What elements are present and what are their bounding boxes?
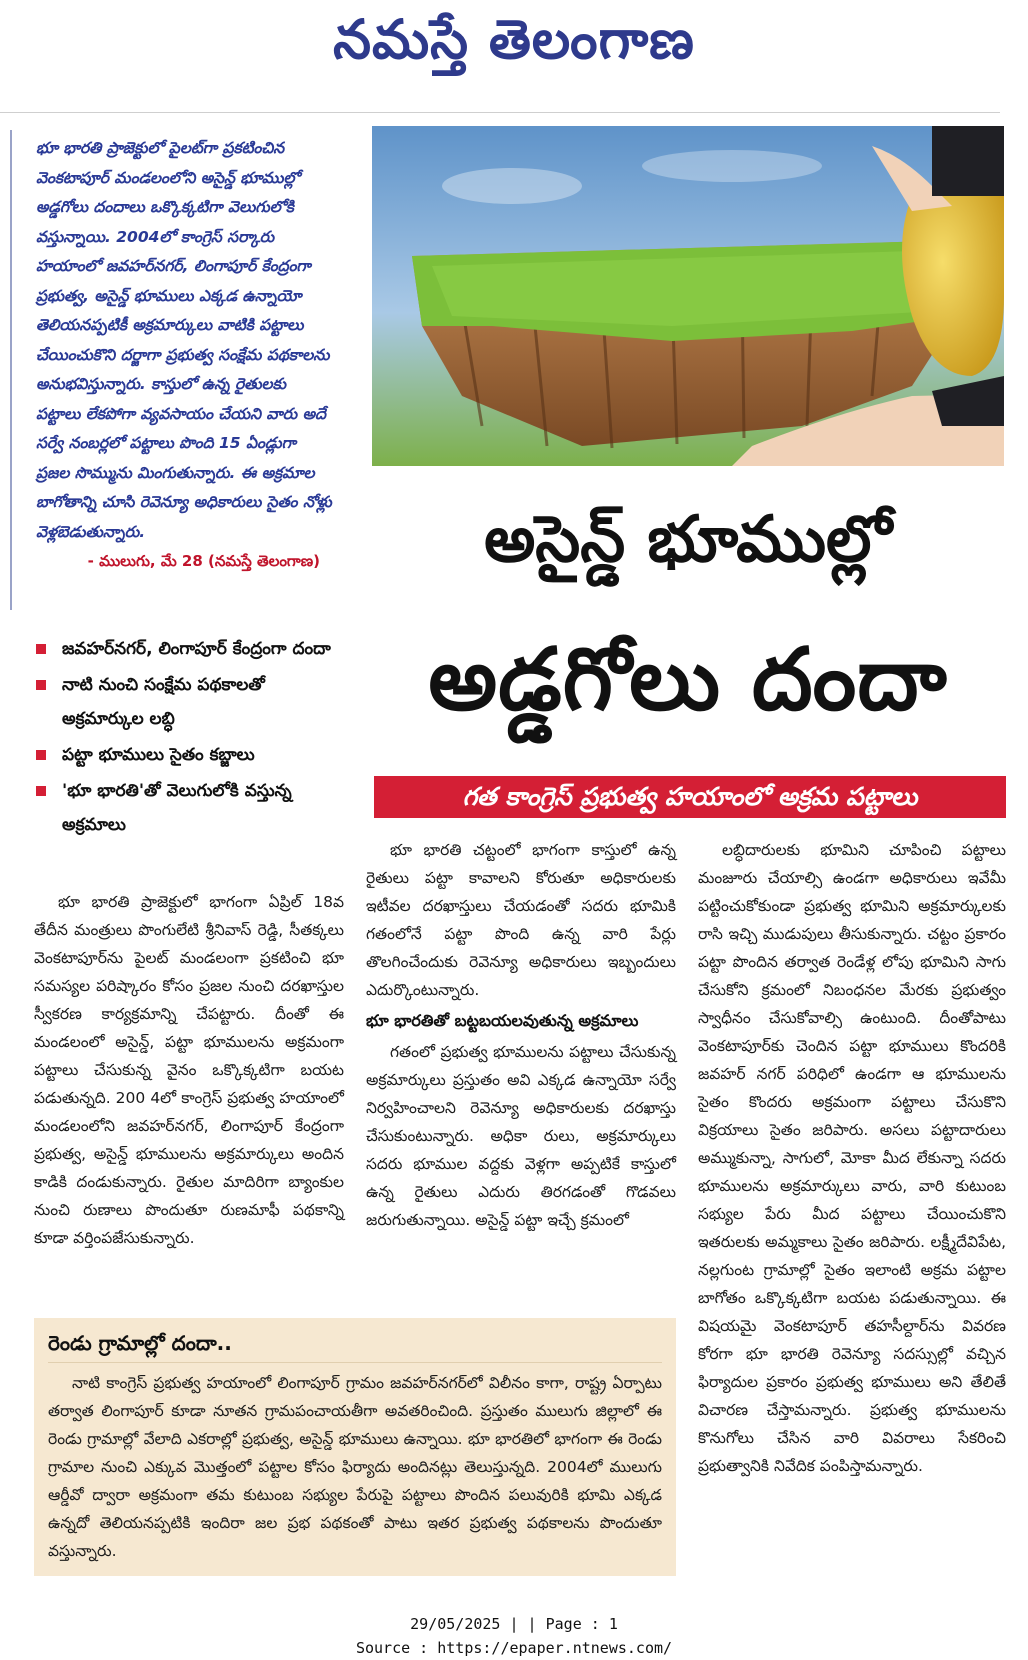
sidebar-box: [34, 1318, 676, 1576]
masthead-logo: నమస్తే తెలంగాణ: [333, 8, 695, 71]
column1-paragraph: భూ భారతి ప్రాజెక్టులో భాగంగా ఏప్రిల్ 18వ తేదీన మంత్రులు పొంగులేటి శ్రీనివాస్ రెడ్డి, సీతక్కలు వెంకటాపూర్‌ను పైలట్ మండలంగా ప్రకటించి భూ సమస్యల పరిష్కారం కోసం ప్రజల నుంచి దరఖాస్తుల స్వీకరణ కార్యక్రమాన్ని చేపట్టారు. దీంతో ఈ మండలంలో అసైన్డ్, పట్టా భూములను అక్రమంగా పట్టాలు చేసుకున్న వైనం ఒక్కొక్కటిగా బయట పడుతున్నది. 200 4లో కాంగ్రెస్ ప్రభుత్వ హయాంలో మండలంలోని జవహర్‌నగర్, లింగాపూర్ కేంద్రంగా ప్రభుత్వ, అసైన్డ్ భూములను అక్రమార్కులు అందిన కాడికి దండుకున్నారు. రైతుల మాదిరిగా బ్యాంకుల నుంచి రుణాలు పొందుతూ రుణమాఫీ పథకాన్ని కూడా వర్తింపజేసుకున్నారు.: [34, 893, 344, 1247]
sidebar-box-text: నాటి కాంగ్రెస్ ప్రభుత్వ హయాంలో లింగాపూర్ గ్రామం జవహర్‌నగర్‌లో విలీనం కాగా, రాష్ట్ర ఏర్పాటు తర్వాత లింగాపూర్ కూడా నూతన గ్రామపంచాయతీగా అవతరించింది. ప్రస్తుతం ములుగు జిల్లాలో ఈ రెండు గ్రామాల్లో వేలాది ఎకరాల్లో ప్రభుత్వ, అసైన్డ్ భూములు ఉన్నాయి. భూ భారతిలో భాగంగా ఈ రెండు గ్రామాల నుంచి ఎక్కువ మొత్తంలో పట్టాల కోసం ఫిర్యాదు అందినట్లు తెలుస్తున్నది. 2004లో ములుగు ఆర్డీవో ద్వారా అక్రమంగా తమ కుటుంబ సభ్యుల పేరుపై పట్టాలు పొందిన పలువురికి భూమి ఎక్కడ ఉన్నదో తెలియనప్పటికి ఇందిరా జల ప్రభ పథకంతో పాటు ఇతర ప్రభుత్వ పథకాలను పొందుతూ వస్తున్నారు.: [48, 1374, 662, 1560]
article-column-1: [34, 888, 344, 1252]
masthead-rule: [0, 112, 1000, 113]
headline-line1: అసైన్డ్ భూముల్లో: [484, 503, 892, 577]
intro-text: భూ భారతి ప్రాజెక్టులో పైలట్‌గా ప్రకటించిన వెంకటాపూర్ మండలంలోని అసైన్డ్ భూముల్లో అడ్డగోలు దందాలు ఒక్కొక్కటిగా వెలుగులోకి వస్తున్నాయి. 2004లో కాంగ్రెస్ సర్కారు హయాంలో జవహర్‌నగర్, లింగాపూర్ కేంద్రంగా ప్రభుత్వ, అసైన్డ్ భూములు ఎక్కడ ఉన్నాయో తెలియనప్పటికీ అక్రమార్కులు వాటికి పట్టాలు చేయించుకొని దర్జాగా ప్రభుత్వ సంక్షేమ పథకాలను అనుభవిస్తున్నారు. కాస్తులో ఉన్న రైతులకు పట్టాలు లేకపోగా వ్యవసాయం చేయని వారు అదే సర్వే నంబర్లలో పట్టాలు పొంది 15 ఏండ్లుగా ప్రజల సొమ్మును మింగుతున్నారు. ఈ అక్రమాల బాగోతాన్ని చూసి రెవెన్యూ అధికారులు సైతం నోళ్లు వెళ్లబెడుతున్నారు.: [36, 139, 332, 541]
bullet-square-icon: [36, 644, 46, 654]
column2-subheading: భూ భారతితో బట్టబయలవుతున్న అక్రమాలు: [366, 1011, 639, 1030]
highlight-item: నాటి నుంచి సంక్షేమ పథకాలతో అక్రమార్కుల లబ్ధి: [34, 668, 344, 736]
dateline: - ములుగు, మే 28 (నమస్తే తెలంగాణ): [87, 552, 320, 570]
column2-paragraph-1: భూ భారతి చట్టంలో భాగంగా కాస్తులో ఉన్న రైతులు పట్టా కావాలని కోరుతూ అధికారులకు ఇటీవల దరఖాస్తులు చేయడంతో సదరు భూమికి గతంలోనే పట్టా పొంది ఉన్న వారి పేర్లు తొలగించేందుకు రెవెన్యూ అధికారులు ఇబ్బందులు ఎదుర్కొంటున్నారు.: [366, 841, 676, 999]
article-column-3: [698, 836, 1006, 1480]
page-footer: [0, 1612, 1028, 1660]
hero-image: [372, 126, 1004, 466]
bullet-square-icon: [36, 750, 46, 760]
highlight-item: జవహర్‌నగర్, లింగాపూర్ కేంద్రంగా దందా: [34, 632, 344, 666]
column3-paragraph: లబ్ధిదారులకు భూమిని చూపించి పట్టాలు మంజూరు చేయాల్సి ఉండగా అధికారులు ఇవేమీ పట్టించుకోకుండా ప్రభుత్వ భూమిని అక్రమార్కులకు రాసి ఇచ్చి ముడుపులు తీసుకున్నారు. చట్టం ప్రకారం పట్టా పొందిన తర్వాత రెండేళ్ల లోపు భూమిని సాగు చేసుకోని క్రమంలో నిబంధనల మేరకు ప్రభుత్వం స్వాధీనం చేసుకోవాల్సి ఉంటుంది. దీంతోపాటు వెంకటాపూర్‌కు చెందిన పట్టా భూములు కొందరికి జవహర్ నగర్ పరిధిలో ఉండగా ఆ భూములను సైతం కొందరు అక్రమంగా పట్టాలు చేసుకొని విక్రయాలు సైతం జరిపారు. అసలు పట్టాదారులు అమ్ముకున్నా, సాగులో, మోకా మీద లేకున్నా సదరు భూములను అక్రమార్కులు వారు, వారి కుటుంబ సభ్యుల పేరు మీద పట్టాలు చేయించుకొని ఇతరులకు అమ్మకాలు సైతం జరిపారు. లక్ష్మీదేవిపేట, నల్లగుంట గ్రామాల్లో సైతం ఇలాంటి అక్రమ పట్టాల బాగోతం ఒక్కొక్కటిగా బయట పడుతున్నాయి. ఈ విషయమై వెంకటాపూర్ తహసీల్దార్‌ను వివరణ కోరగా భూ భారతి రెవెన్యూ సదస్సుల్లో వచ్చిన ఫిర్యాదుల ప్రకారం ప్రభుత్వ భూములు అని తేలితే విచారణ చేస్తామన్నారు. ప్రభుత్వ భూములను కొనుగోలు చేసిన వారి వివరాలు సేకరించి ప్రభుత్వానికి నివేదిక పంపిస్తామన్నారు.: [698, 841, 1006, 1475]
intro-box: [10, 130, 340, 610]
highlight-item: పట్టా భూములు సైతం కబ్జాలు: [34, 738, 344, 772]
column2-paragraph-2: గతంలో ప్రభుత్వ భూములను పట్టాలు చేసుకున్న అక్రమార్కులు ప్రస్తుతం అవి ఎక్కడ ఉన్నాయో సర్వే నిర్వహించాలని రెవెన్యూ అధికారులకు దరఖాస్తు చేసుకుంటున్నారు. అధికా రులు, అక్రమార్కులు సదరు భూముల వద్దకు వెళ్లగా అప్పటికే కాస్తులో ఉన్న రైతులు ఎదురు తిరగడంతో గొడవలు జరుగుతున్నాయి. అసైన్డ్ పట్టా ఇచ్చే క్రమంలో: [366, 1043, 676, 1229]
highlight-item: 'భూ భారతి'తో వెలుగులోకి వస్తున్న అక్రమాలు: [34, 774, 344, 842]
bullet-square-icon: [36, 786, 46, 796]
highlights-list: [34, 632, 344, 844]
footer-date: 29/05/2025 | | Page : 1: [410, 1615, 618, 1633]
article-column-2: [366, 836, 676, 1234]
land-handover-illustration: [372, 126, 1004, 466]
sidebar-box-title: రెండు గ్రామాల్లో దందా..: [48, 1328, 662, 1363]
subheading-banner: గత కాంగ్రెస్ ప్రభుత్వ హయాంలో అక్రమ పట్టాలు: [374, 776, 1006, 818]
bullet-square-icon: [36, 680, 46, 690]
headline-line2: అడ్డగోలు దందా: [428, 630, 948, 730]
footer-source: Source : https://epaper.ntnews.com/: [355, 1639, 673, 1657]
